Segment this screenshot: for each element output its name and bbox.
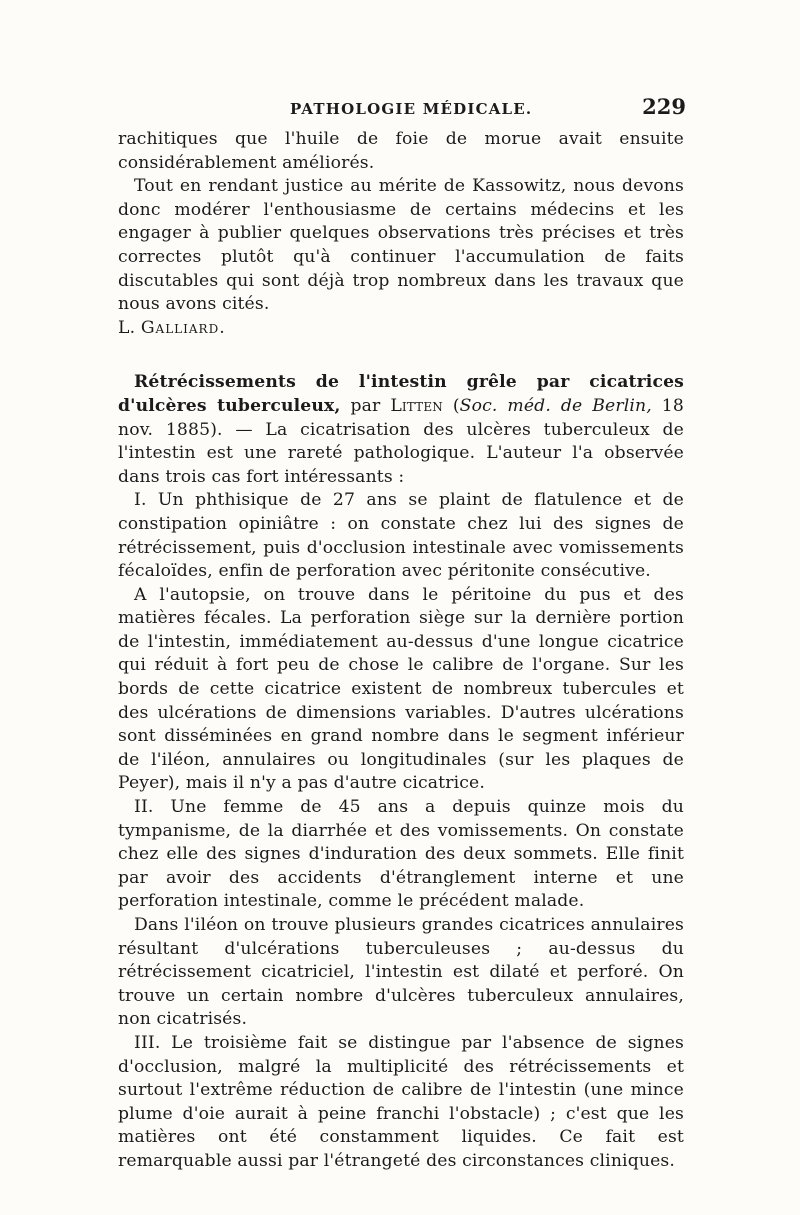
article-paragraph: A l'autopsie, on trouve dans le péritoine du pus et des matières fécales. La perforation siège sur la dernière portion de l'intestin, immédiatement au-dessus d'une longue cicatrice qui réduit à fort peu de chose le calibre de l'organe. Sur les bords de cette cicatrice existent de nombreux tubercules et des ulcérations de dimensions variables. D'autres ulcérations sont disséminées en grand nombre dans le segment inférieur de l'iléon, annulaires ou longitudinales (sur les plaques de Peyer), mais il n'y a pas d'autre cicatrice.	[118, 584, 684, 794]
signature-name: Galliard.	[140, 317, 226, 338]
article-paragraph: Dans l'iléon on trouve plusieurs grandes cicatrices annulaires résultant d'ulcérations tuberculeuses ; au-dessus du rétrécissement cicatriciel, l'intestin est dilaté et perforé. On trouve un certain nombre d'ulcères tuberculeux annulaires, non cicatrisés.	[118, 915, 684, 1030]
article-lead-paragraph	[118, 371, 684, 489]
article-intro: — La cicatrisation des ulcères tuberculeux de l'intestin est une rareté pathologique. L'auteur l'a observée dans trois cas fort intéressants :	[118, 419, 685, 487]
article-paragraph: II. Une femme de 45 ans a depuis quinze mois du tympanisme, de la diarrhée et des vomissements. On constate chez elle des signes d'induration des deux sommets. Elle finit par avoir des accidents d'étranglement interne et une perforation intestinale, comme le précédent malade.	[118, 797, 684, 912]
article-paragraph: I. Un phthisique de 27 ans se plaint de flatulence et de constipation opiniâtre : on constate chez lui des signes de rétrécissement, puis d'occlusion intestinale avec vomissements fécaloïdes, enfin de perforation avec péritonite consécutive.	[118, 490, 684, 582]
signature	[118, 317, 684, 341]
page-number: 229	[642, 94, 686, 119]
prev-paragraph-2: Tout en rendant justice au mérite de Kassowitz, nous devons donc modérer l'enthousiasme de certains médecins et les engager à publier quelques observations très précises et très correctes plutôt qu'à continuer l'accumulation de faits discutables qui sont déjà trop nombreux dans les travaux que nous avons cités.	[118, 176, 684, 315]
page-body	[118, 128, 684, 1174]
article-paragraph: III. Le troisième fait se distingue par l'absence de signes d'occlusion, malgré la multiplicité des rétrécissements et surtout l'extrême réduction de calibre de l'intestin (une mince plume d'oie aurait à peine franchi l'obstacle) ; c'est que les matières ont été constamment liquides. Ce fait est remarquable aussi par l'étrangeté des circonstances cliniques.	[118, 1032, 684, 1171]
article-title: Rétrécissements de l'intestin grêle par cicatrices d'ulcères tuberculeux,	[118, 372, 684, 416]
book-page	[118, 92, 684, 1174]
signature-initial: L.	[118, 317, 136, 338]
article-paren-open: (	[442, 395, 460, 416]
article-author: Litten	[390, 395, 443, 416]
running-title: PATHOLOGIE MÉDICALE.	[290, 100, 533, 118]
article-journal: Soc. méd. de Berlin,	[459, 395, 652, 416]
running-header	[118, 92, 684, 128]
article-date: 18 nov. 1885).	[118, 395, 684, 440]
prev-paragraph-1: rachitiques que l'huile de foie de morue avait ensuite considérablement améliorés.	[118, 129, 684, 173]
article-by: par	[340, 395, 391, 416]
